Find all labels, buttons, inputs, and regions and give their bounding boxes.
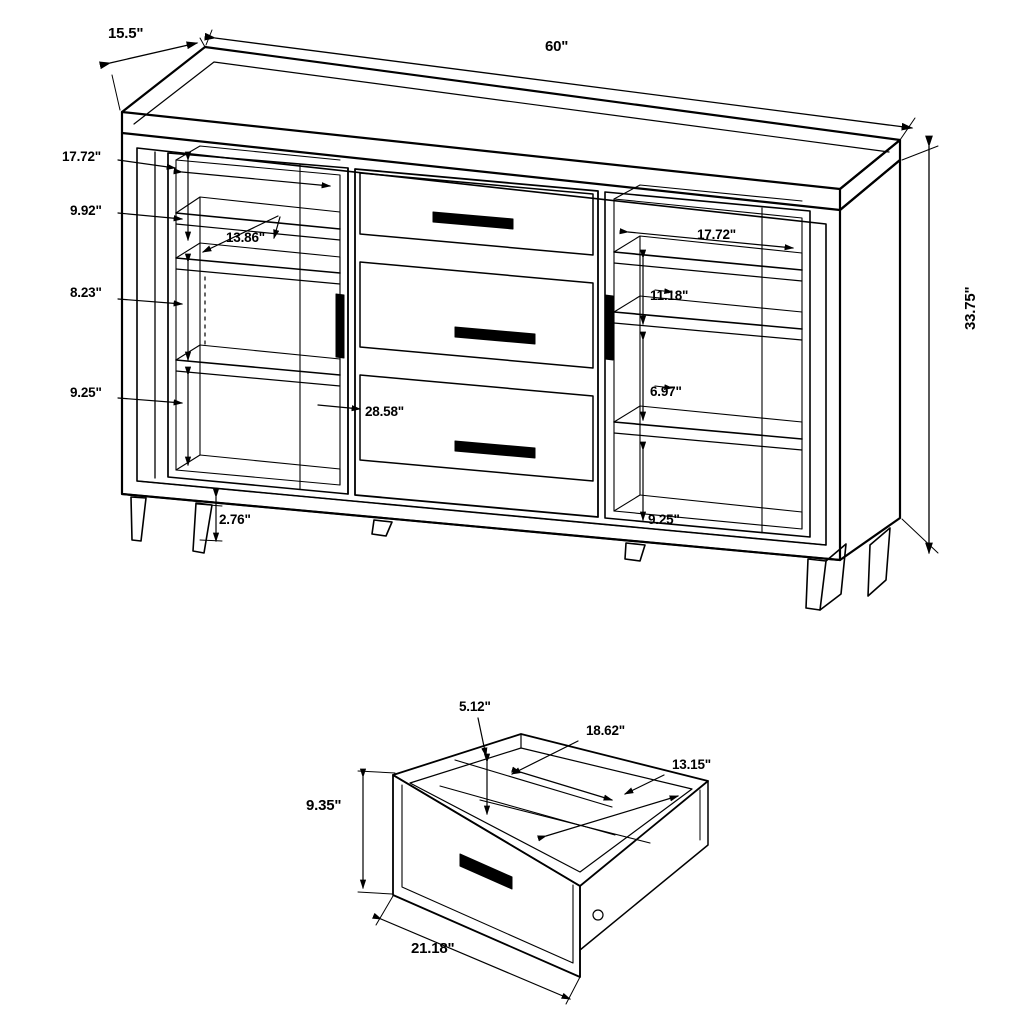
dim-drawer-9-35 [358,771,395,894]
dim-label-width: 60" [545,38,569,55]
cabinet-top [122,47,900,210]
dim-label-height: 33.75" [962,286,979,330]
dim-label-left-bottom-shelf-height: 9.25" [70,385,102,400]
dim-label-drawer-inner-front-height: 5.12" [459,699,491,714]
dim-label-right-top-shelf-width: 17.72" [697,227,736,242]
dim-label-drawer-height: 9.35" [306,797,342,814]
dim-left-9-25 [118,375,188,465]
dim-left-8-23 [118,262,205,360]
center-drawers [355,169,598,517]
dim-left-9-92 [118,160,188,240]
dim-label-left-top-shelf-height: 9.92" [70,203,102,218]
dim-label-right-top-shelf-height: 11.18" [650,288,689,303]
dim-label-drawer-inner-depth: 13.15" [672,757,711,772]
dim-label-left-shelf-depth: 13.86" [226,230,265,245]
dim-label-left-top-shelf-width: 17.72" [62,149,101,164]
dim-label-drawer-width: 21.18" [411,940,455,957]
dim-drawer-21-18 [376,896,580,1004]
dim-height [902,146,938,553]
dim-label-right-mid-shelf-height: 6.97" [650,384,682,399]
dim-28-58 [318,405,360,409]
dim-label-drawer-front-width: 28.58" [365,404,404,419]
dim-label-left-mid-shelf-height: 8.23" [70,285,102,300]
dim-depth [110,38,205,110]
dim-drawer-5-12 [478,718,487,814]
dim-label-leg-height: 2.76" [219,512,251,527]
dim-label-right-bottom-shelf-height: 9.25" [648,512,680,527]
dim-label-depth: 15.5" [108,25,144,42]
cabinet-front [122,133,900,560]
dim-drawer-13-15 [546,775,678,836]
left-cabinet-section [168,146,348,494]
dim-label-drawer-inner-width: 18.62" [586,723,625,738]
